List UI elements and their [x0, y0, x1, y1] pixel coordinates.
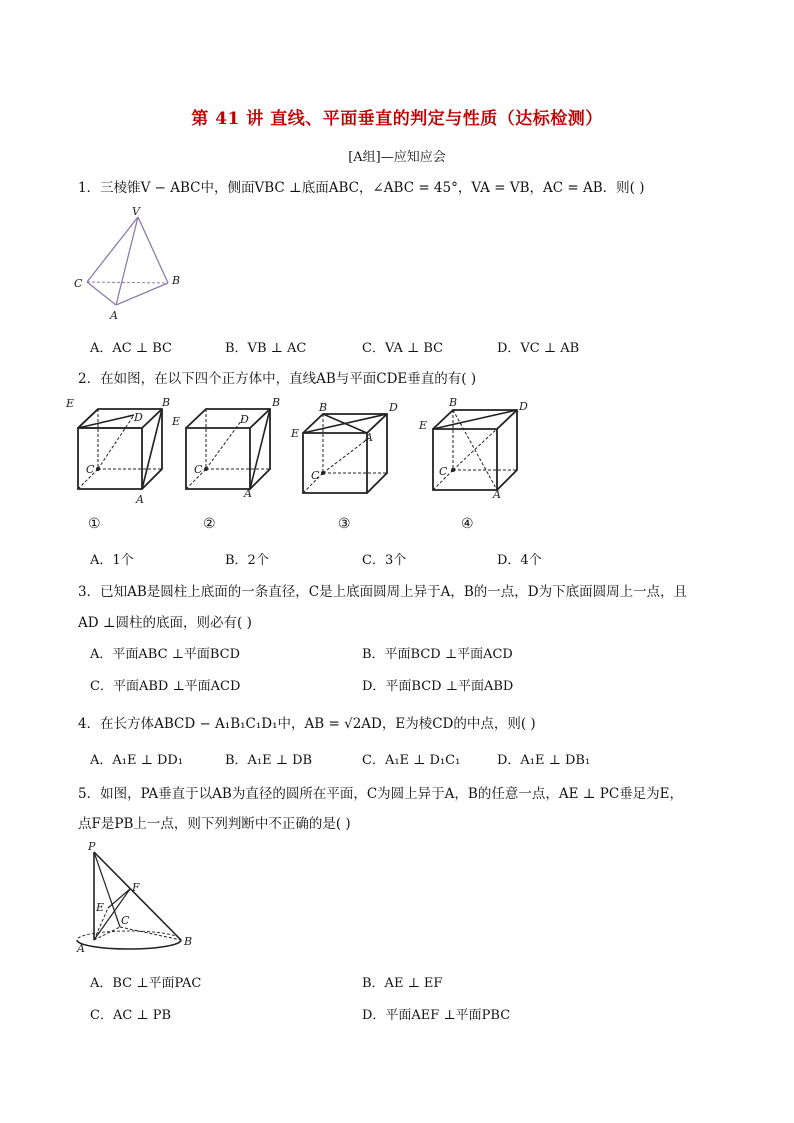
q3-option-b[interactable]: B．平面BCD ⊥平面ACD [362, 647, 513, 662]
q2-option-c[interactable]: C．3个 [362, 553, 407, 568]
q2-cube-4 [418, 396, 528, 501]
q2-caption-1: ① [88, 516, 101, 532]
q3-option-c[interactable]: C．平面ABD ⊥平面ACD [90, 679, 241, 694]
q1-option-b[interactable]: B．VB ⊥ AC [225, 341, 307, 356]
q1-option-d[interactable]: D．VC ⊥ AB [497, 341, 580, 356]
q1-pyramid-figure [72, 205, 187, 323]
q2-c4-label-B: B [449, 396, 458, 409]
q2-c3-label-B: B [319, 401, 328, 414]
q2-c2-label-E: E [172, 415, 181, 428]
q2-c1-label-E: E [66, 397, 75, 410]
q2-c2-label-B: B [272, 396, 281, 409]
q2-c2-label-A: A [244, 487, 252, 500]
q1-label-V: V [132, 205, 140, 218]
q2-cube-3 [290, 401, 398, 493]
q2-cube-1 [65, 396, 170, 506]
q2-option-a[interactable]: A．1个 [90, 553, 134, 568]
q2-c3-label-E: E [291, 427, 300, 440]
q2-c1-label-C: C [86, 463, 95, 476]
q5-label-E: E [96, 901, 105, 914]
q3-stem-line1: 3．已知AB是圆柱上底面的一条直径，C是上底面圆周上异于A，B的一点，D为下底面圆周上一点，且 [78, 584, 688, 600]
q1-stem: 1．三棱锥V − ABC中，侧面VBC ⊥底面ABC，∠ABC = 45°，VA = VB，AC = AB．则( ) [78, 180, 645, 196]
q5-option-c[interactable]: C．AC ⊥ PB [90, 1008, 172, 1023]
q1-option-c[interactable]: C．VA ⊥ BC [362, 341, 444, 356]
q4-option-c[interactable]: C．A₁E ⊥ D₁C₁ [362, 753, 461, 768]
q5-label-P: P [88, 840, 96, 853]
q5-label-C: C [121, 914, 130, 927]
q2-caption-4: ④ [461, 516, 474, 532]
q5-label-F: F [132, 881, 140, 894]
q2-c1-label-D: D [134, 411, 143, 424]
q2-c1-label-A: A [136, 493, 144, 506]
q5-option-a[interactable]: A．BC ⊥平面PAC [90, 976, 202, 991]
q2-c3-label-A: A [365, 431, 373, 444]
q2-c4-label-E: E [419, 419, 428, 432]
q5-label-A: A [77, 942, 85, 955]
q4-option-a[interactable]: A．A₁E ⊥ DD₁ [90, 753, 184, 768]
q1-label-B: B [172, 274, 181, 287]
q4-option-d[interactable]: D．A₁E ⊥ DB₁ [497, 753, 591, 768]
q4-stem: 4．在长方体ABCD − A₁B₁C₁D₁中，AB = √2AD，E为棱CD的中点，则( ) [78, 716, 536, 732]
q2-c4-label-D: D [519, 400, 528, 413]
q2-c4-label-C: C [439, 465, 448, 478]
q4-option-b[interactable]: B．A₁E ⊥ DB [225, 753, 313, 768]
q5-option-d[interactable]: D．平面AEF ⊥平面PBC [362, 1008, 511, 1023]
q3-option-a[interactable]: A．平面ABC ⊥平面BCD [90, 647, 241, 662]
q5-cone-figure [72, 838, 207, 956]
q2-c3-label-C: C [311, 469, 320, 482]
section-subtitle: [A组]—应知应会 [348, 150, 446, 165]
q2-c3-label-D: D [389, 401, 398, 414]
q2-c4-label-A: A [493, 488, 501, 501]
page-title: 第 41 讲 直线、平面垂直的判定与性质（达标检测） [191, 109, 603, 129]
q5-label-B: B [184, 935, 193, 948]
q5-stem-line1: 5．如图，PA垂直于以AB为直径的圆所在平面，C为圆上异于A，B的任意一点，AE ⊥ PC垂足为E， [78, 786, 684, 802]
q1-label-A: A [110, 309, 118, 322]
q2-caption-3: ③ [338, 516, 351, 532]
q2-cube-2 [171, 396, 280, 500]
q2-stem: 2．在如图，在以下四个正方体中，直线AB与平面CDE垂直的有( ) [78, 371, 477, 387]
q5-stem-line2: 点F是PB上一点，则下列判断中不正确的是( ) [78, 816, 351, 832]
q2-option-d[interactable]: D．4个 [497, 553, 542, 568]
q3-option-d[interactable]: D．平面BCD ⊥平面ABD [362, 679, 514, 694]
q2-c2-label-C: C [194, 463, 203, 476]
q2-caption-2: ② [203, 516, 216, 532]
q1-label-C: C [74, 277, 83, 290]
q2-cubes-figure [64, 393, 544, 508]
q2-c2-label-D: D [240, 413, 249, 426]
q1-option-a[interactable]: A．AC ⊥ BC [90, 341, 172, 356]
q5-option-b[interactable]: B．AE ⊥ EF [362, 976, 443, 991]
q2-c1-label-B: B [162, 396, 171, 409]
q2-option-b[interactable]: B．2个 [225, 553, 269, 568]
q3-stem-line2: AD ⊥圆柱的底面，则必有( ) [78, 615, 252, 631]
